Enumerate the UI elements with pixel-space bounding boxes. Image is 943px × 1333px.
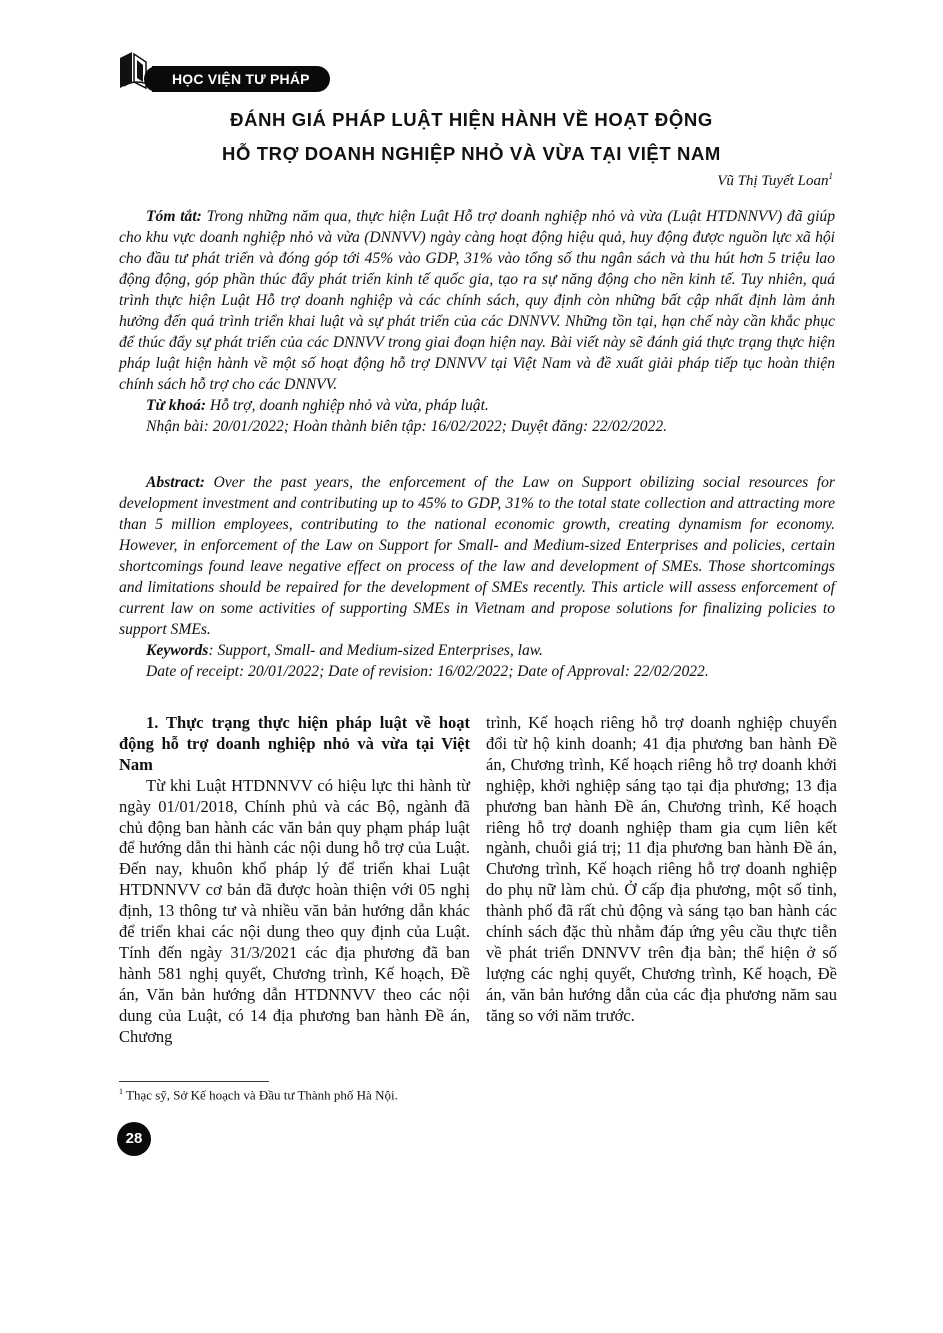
body-column-right xyxy=(486,713,837,1027)
abstract-en-label: Abstract: xyxy=(146,474,205,491)
keywords-vi-label: Từ khoá: xyxy=(146,397,207,414)
keywords-en-value: : Support, Small- and Medium-sized Enterprises, law. xyxy=(208,642,543,659)
footnote-divider xyxy=(119,1081,269,1082)
brand-label: HỌC VIỆN TƯ PHÁP xyxy=(152,66,330,92)
article-title xyxy=(110,103,833,171)
dates-vi: Nhận bài: 20/01/2022; Hoàn thành biên tập: 16/02/2022; Duyệt đăng: 22/02/2022. xyxy=(146,418,668,435)
abstract-vi-text xyxy=(119,206,835,395)
abstract-en-text xyxy=(119,472,835,640)
abstract-vi-body: Trong những năm qua, thực hiện Luật Hỗ trợ doanh nghiệp nhỏ và vừa (Luật HTDNNVV) đã giúp cho khu vực doanh nghiệp nhỏ và vừa (DNNVV) ngày càng hoạt động hiệu quả, huy động được nguồn lực xã hội cho đầu tư phát triển và đóng góp tới 45% vào GDP, 31% vào tổng số thu ngân sách và thu hút hơn 5 triệu lao động động, góp phần thúc đẩy phát triển kinh tế quốc gia, tạo ra sự năng động cho nền kinh tế. Tuy nhiên, quá trình thực hiện Luật Hỗ trợ doanh nghiệp và các chính sách, quy định còn những bất cập nhất định làm ảnh hưởng đến quá trình triển khai luật và sự phát triển của các DNNVV. Những tồn tại, hạn chế này cần khắc phục để thúc đẩy sự phát triển của các DNNVV trong giai đoạn hiện nay. Bài viết này sẽ đánh giá thực trạng thực hiện pháp luật hiện hành về một số hoạt động hỗ trợ DNNVV tại Việt Nam và đề xuất giải pháp tiếp tục hoàn thiện chính sách hỗ trợ cho các DNNVV. xyxy=(119,208,835,393)
body-paragraph-right: trình, Kế hoạch riêng hỗ trợ doanh nghiệp chuyển đổi từ hộ kinh doanh; 41 địa phương ban hành Đề án, Chương trình, Kế hoạch riêng hỗ trợ doanh khởi nghiệp, khởi nghiệp sáng tạo tại địa phương; 13 địa phương ban hành Đề án, Chương trình, Kế hoạch riêng hỗ trợ doanh nghiệp tham gia cụm liên kết ngành, chuỗi giá trị; 11 địa phương ban hành Đề án, Chương trình, Kế hoạch riêng hỗ trợ doanh nghiệp do phụ nữ làm chủ. Ở cấp địa phương, một số tỉnh, thành phố đã rất chủ động và sáng tạo ban hành các chính sách đặc thù nhằm đáp ứng yêu cầu thực tiễn về phát triển DNNVV trên địa bàn; thể hiện ở số lượng các nghị quyết, Chương trình, Kế hoạch, Đề án, văn bản hướng dẫn của các địa phương năm sau tăng so với năm trước. xyxy=(486,713,837,1025)
body-paragraph-left: Từ khi Luật HTDNNVV có hiệu lực thi hành từ ngày 01/01/2018, Chính phủ và các Bộ, ngành đã chủ động ban hành các văn bản quy phạm pháp luật để hướng dẫn thi hành các nội dung hỗ trợ của Luật. Đến nay, khuôn khổ pháp lý để triển khai Luật HTDNNVV cơ bản đã được hoàn thiện với 05 nghị định, 13 thông tư và nhiều văn bản hướng dẫn khác để triển khai các nội dung theo quy định của Luật. Tính đến ngày 31/3/2021 các địa phương đã ban hành 581 nghị quyết, Chương trình, Kế hoạch, Đề án, Văn bản hướng dẫn HTDNNVV theo các nội dung của Luật, có 14 địa phương ban hành Đề án, Chương xyxy=(119,775,470,1046)
title-line-2: HỖ TRỢ DOANH NGHIỆP NHỎ VÀ VỪA TẠI VIỆT NAM xyxy=(222,143,721,164)
abstract-en xyxy=(119,472,835,682)
keywords-vi xyxy=(119,395,835,416)
footnote-mark: 1 xyxy=(119,1087,123,1096)
abstract-en-body: Over the past years, the enforcement of the Law on Support obilizing social resources for development investment and contributing up to 45% to GDP, 31% to the total state collection and attracting more than 5 million employees, contributing to the national economic growth, creating dynamism for economy. However, in enforcement of the Law on Support for Small- and Medium-sized Enterprises and policies, certain shortcomings found leave negative effect on process of the law and development of SMEs. Those shortcomings and limitations should be repaired for the development of SMEs recently. This article will assess enforcement of current law on some activities of supporting SMEs in Vietnam and propose solutions for finalizing policies to support SMEs. xyxy=(119,474,835,638)
keywords-en xyxy=(119,640,835,661)
author-name: Vũ Thị Tuyết Loan xyxy=(717,173,829,189)
title-line-1: ĐÁNH GIÁ PHÁP LUẬT HIỆN HÀNH VỀ HOẠT ĐỘNG xyxy=(230,109,713,130)
abstract-vi xyxy=(119,206,835,437)
author-footnote-mark: 1 xyxy=(828,171,833,181)
dates-en: Date of receipt: 20/01/2022; Date of revision: 16/02/2022; Date of Approval: 22/02/2022. xyxy=(146,663,709,680)
author xyxy=(717,171,833,190)
body-column-left xyxy=(119,713,470,1048)
section-heading: 1. Thực trạng thực hiện pháp luật về hoạt động hỗ trợ doanh nghiệp nhỏ và vừa tại Việt Nam xyxy=(119,713,470,774)
footnote-text: Thạc sỹ, Sở Kế hoạch và Đầu tư Thành phố Hà Nội. xyxy=(123,1087,398,1103)
footnote xyxy=(119,1087,398,1103)
keywords-vi-value: Hỗ trợ, doanh nghiệp nhỏ và vừa, pháp luật. xyxy=(206,397,489,414)
keywords-en-label: Keywords xyxy=(146,642,209,659)
page-number: 28 xyxy=(117,1122,151,1156)
abstract-vi-label: Tóm tắt: xyxy=(146,208,202,225)
